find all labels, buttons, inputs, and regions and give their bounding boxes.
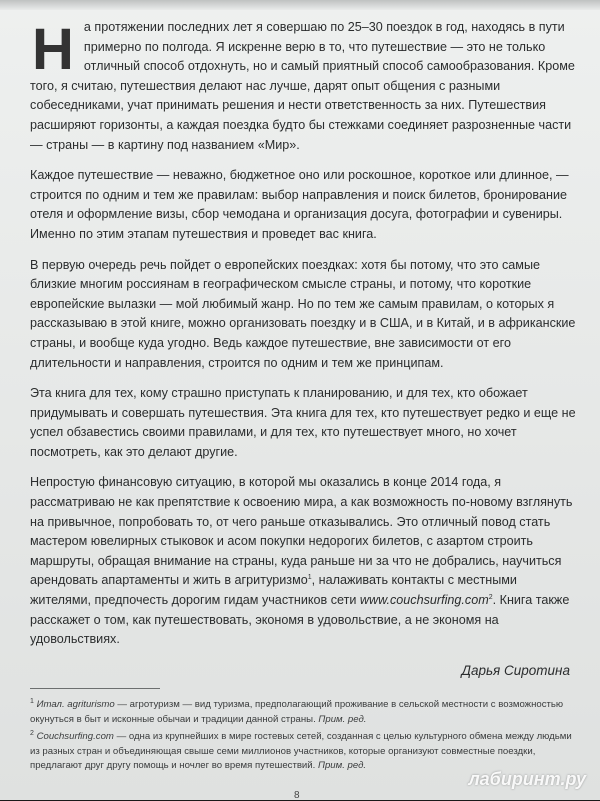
paragraph-5-part1: Непростую финансовую ситуацию, в которой мы оказались в конце 2014 года, я рассматриваю не как препятствие к освоению мира, а как возможность по-новому взглянуть на привычное, попробовать то, от чего раньше отказывались. Это отличный повод стать мастером ювелирных стыковок и асом покупки недорогих билетов, с азартом строить маршруты, обращая внимание на страны, куда раньше ни за что не добрались, научиться арендовать апартаменты и жить в агритуризмо	[30, 475, 573, 588]
footnote-divider	[30, 688, 160, 689]
paragraph-5-part3: . Книга также расскажет о том, как путешествовать, экономя в удовольствие, а не экономя на удовольствиях.	[30, 593, 570, 647]
intro-paragraph	[30, 18, 578, 155]
footnote-2-term: Couchsurfing.com	[36, 731, 114, 743]
paragraph-5	[30, 473, 578, 649]
footnote-1-term: Итал. agriturismo	[36, 699, 115, 710]
labirint-watermark: лабиринт.ру	[468, 769, 586, 789]
footnote-1	[30, 698, 578, 727]
couchsurfing-link: www.couchsurfing.com	[359, 593, 489, 608]
footnote-1-number: 1	[30, 697, 34, 705]
paragraph-3: В первую очередь речь пойдет о европейских поездках: хотя бы потому, что это самые близкие многим россиянам в географическом смысле страны, и потому, что короткие европейские вылазки — мой любимый жанр. Но по тем же самым правилам, о которых я рассказываю в этой книге, можно организовать поездку и в США, и в Китай, и в африканские страны, и вообще куда угодно. Ведь каждое путешествие, вне зависимости от его длительности и направления, строится по одним и тем же принципам.	[30, 257, 576, 370]
footnote-1-text: — агротуризм — вид туризма, предполагающий проживание в сельской местности с возможностью окунуться в быт и исконные обычаи и традиции данной страны.	[30, 699, 564, 725]
footnote-1-note: Прим. ред.	[318, 713, 367, 725]
page-edge	[0, 0, 600, 10]
paragraph-4: Эта книга для тех, кому страшно приступать к планированию, и для тех, кто обожает придумывать и совершать путешествия. Эта книга для тех, кто путешествует редко и еще не успел обзавестись своими правилами, и для тех, кто путешествует много, но хочет посмотреть, как это делают другие.	[30, 386, 576, 459]
author-signature: Дарья Сиротина	[461, 662, 570, 678]
paragraph-5-part2: , налаживать контакты с местными жителями, предпочесть дорогим гидам участников сети	[30, 573, 517, 608]
page-number: 8	[294, 790, 300, 801]
footnote-ref-2: 2	[488, 593, 493, 601]
paragraph-2: Каждое путешествие — неважно, бюджетное оно или роскошное, короткое или длинное, — строится по одним и тем же правилам: выбор направления и поиск билетов, бронирование отеля и оформление визы, сбор чемодана и организация досуга, фотографии и сувениры. Именно по этим этапам путешествия и проведет вас книга.	[30, 168, 569, 241]
footnote-2-text: — одна из крупнейших в мире гостевых сетей, созданная с целью культурного обмена между людьми из разных стран и объединяющая свыше семи миллионов участников, которые организуют совместные поездки, предлагают друг другу помощь и ночлег во время путешествий.	[30, 731, 572, 772]
footnote-ref-1: 1	[307, 574, 312, 582]
drop-cap: Н	[32, 17, 74, 82]
footnote-2-note: Прим. ред.	[318, 760, 367, 772]
footnote-2-number: 2	[30, 730, 34, 737]
main-text	[30, 18, 578, 680]
footnotes	[30, 698, 578, 777]
intro-text: а протяжении последних лет я совершаю по 25–30 поездок в год, находясь в пути примерно по полгода. Я искренне верю в то, что путешествие — это не только отличный способ отдохнуть, но и самый приятный способ самообразования. Кроме того, я считаю, путешествия делают нас лучше, дарят опыт общения с разными собеседниками, учат принимать решения и нести ответственность за них. Путешествия расширяют горизонты, а каждая поездка будто бы стежками соединяет разрозненные части — страны — в картину под названием «Мир».	[30, 20, 575, 152]
footnote-2	[30, 730, 578, 774]
